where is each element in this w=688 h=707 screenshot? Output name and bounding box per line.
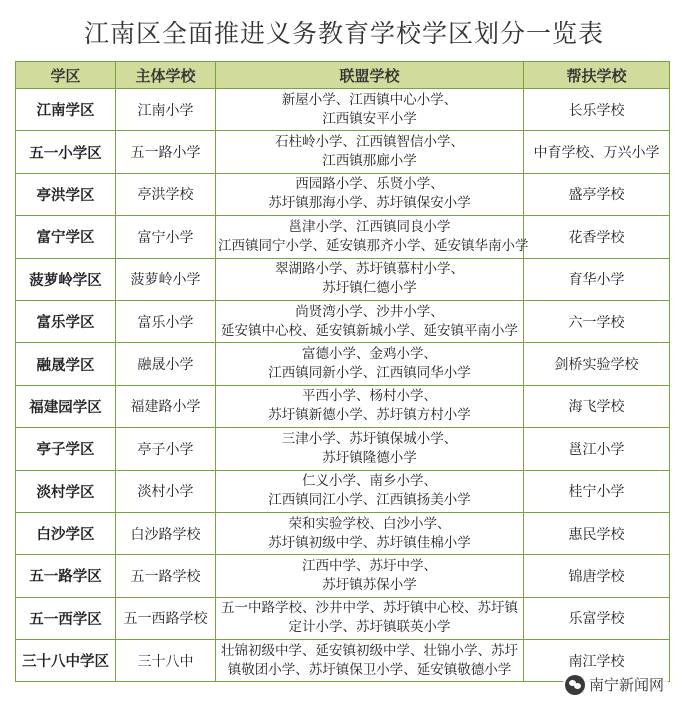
allied-schools-line: 苏圩镇仁德小学 xyxy=(322,280,417,297)
allied-schools-cell xyxy=(216,470,524,512)
main-school-cell: 五一路小学 xyxy=(116,131,216,173)
allied-schools-cell xyxy=(216,300,524,342)
table-row xyxy=(16,555,670,597)
table-row xyxy=(16,216,670,258)
allied-schools-cell xyxy=(216,216,529,258)
wechat-icon xyxy=(565,675,585,695)
allied-schools-cell xyxy=(216,512,524,554)
table-body xyxy=(16,89,670,682)
table-row xyxy=(16,385,670,427)
main-school-cell: 福建路小学 xyxy=(116,385,216,427)
main-school-cell: 富宁小学 xyxy=(116,216,216,258)
allied-schools-line: 延安镇中心校、延安镇新城小学、延安镇平南小学 xyxy=(221,322,518,339)
table-row xyxy=(16,343,670,385)
allied-schools-cell xyxy=(216,89,524,131)
allied-schools-line: 江西镇那廊小学 xyxy=(322,153,417,170)
allied-schools-line: 新屋小学、江西镇中心小学、 xyxy=(281,91,458,108)
district-name-cell: 五一西学区 xyxy=(16,597,116,639)
support-school-cell: 邕江小学 xyxy=(524,428,670,470)
main-school-cell: 三十八中 xyxy=(116,640,216,682)
support-school-cell: 南江学校 xyxy=(524,640,670,682)
district-name-cell: 淡村学区 xyxy=(16,470,116,512)
main-school-cell: 亭子小学 xyxy=(116,428,216,470)
table-row xyxy=(16,470,670,512)
district-name-cell: 江南学区 xyxy=(16,89,116,131)
allied-schools-line: 苏圩镇那海小学、苏圩镇保安小学 xyxy=(268,195,471,212)
allied-schools-line: 五一中路学校、沙井中学、苏圩镇中心校、苏圩镇 xyxy=(221,600,518,617)
support-school-cell: 锦唐学校 xyxy=(524,555,670,597)
support-school-cell: 桂宁小学 xyxy=(524,470,670,512)
allied-schools-line: 苏圩镇新德小学、苏圩镇方村小学 xyxy=(268,407,471,424)
allied-schools-line: 定计小学、苏圩镇联英小学 xyxy=(288,619,451,636)
allied-schools-line: 富德小学、金鸡小学、 xyxy=(302,346,437,363)
table-row xyxy=(16,258,670,300)
table-header-row xyxy=(16,62,670,89)
allied-schools-cell xyxy=(216,343,524,385)
district-name-cell: 富乐学区 xyxy=(16,300,116,342)
allied-schools-line: 苏圩镇隆德小学 xyxy=(322,449,417,466)
allied-schools-cell xyxy=(216,640,524,682)
watermark xyxy=(563,672,668,697)
allied-schools-line: 江西镇同江小学、江西镇扬美小学 xyxy=(268,492,471,509)
main-school-cell: 菠萝岭小学 xyxy=(116,258,216,300)
main-school-cell: 江南小学 xyxy=(116,89,216,131)
allied-schools-line: 邕津小学、江西镇同良小学 xyxy=(288,218,451,235)
allied-schools-line: 仁义小学、南乡小学、 xyxy=(302,473,437,490)
allied-schools-cell xyxy=(216,597,524,639)
main-school-cell: 淡村小学 xyxy=(116,470,216,512)
support-school-cell: 中育学校、万兴小学 xyxy=(524,131,670,173)
allied-schools-line: 三津小学、苏圩镇保城小学、 xyxy=(281,430,458,447)
page-title: 江南区全面推进义务教育学校学区划分一览表 xyxy=(83,19,604,48)
main-school-cell: 富乐小学 xyxy=(116,300,216,342)
allied-schools-line: 石柱岭小学、江西镇智信小学、 xyxy=(275,134,464,151)
support-school-cell: 盛亭学校 xyxy=(524,173,670,215)
table-row xyxy=(16,597,670,639)
district-name-cell: 融晟学区 xyxy=(16,343,116,385)
allied-schools-line: 苏圩镇苏保小学 xyxy=(322,576,417,593)
allied-schools-line: 镇敬团小学、苏圩镇保卫小学、延安镇敬德小学 xyxy=(227,661,512,678)
allied-schools-cell xyxy=(216,131,524,173)
allied-schools-line: 翠湖路小学、苏圩镇慕村小学、 xyxy=(275,261,464,278)
support-school-cell: 育华小学 xyxy=(524,258,670,300)
district-name-cell: 五一路学区 xyxy=(16,555,116,597)
allied-schools-line: 江西镇同新小学、江西镇同华小学 xyxy=(268,365,471,382)
allied-schools-cell xyxy=(216,385,524,427)
district-name-cell: 菠萝岭学区 xyxy=(16,258,116,300)
allied-schools-line: 江西中学、苏圩中学、 xyxy=(302,557,437,574)
district-name-cell: 富宁学区 xyxy=(16,216,116,258)
table-row xyxy=(16,300,670,342)
support-school-cell: 剑桥实验学校 xyxy=(524,343,670,385)
header-support-school: 帮扶学校 xyxy=(524,62,670,89)
district-name-cell: 亭子学区 xyxy=(16,428,116,470)
header-allied-schools: 联盟学校 xyxy=(216,62,524,89)
allied-schools-cell xyxy=(216,258,524,300)
district-name-cell: 五一小学区 xyxy=(16,131,116,173)
table-row xyxy=(16,428,670,470)
table-row xyxy=(16,89,670,131)
table-row xyxy=(16,512,670,554)
allied-schools-line: 平西小学、杨村小学、 xyxy=(302,388,437,405)
support-school-cell: 惠民学校 xyxy=(524,512,670,554)
allied-schools-line: 江西镇同宁小学、延安镇那齐小学、延安镇华南小学 xyxy=(218,237,529,254)
support-school-cell: 海飞学校 xyxy=(524,385,670,427)
allied-schools-line: 西园路小学、乐贤小学、 xyxy=(295,176,444,193)
table-row xyxy=(16,173,670,215)
main-school-cell: 白沙路学校 xyxy=(116,512,216,554)
main-school-cell: 五一路学校 xyxy=(116,555,216,597)
district-name-cell: 亭洪学区 xyxy=(16,173,116,215)
district-name-cell: 福建园学区 xyxy=(16,385,116,427)
allied-schools-line: 荣和实验学校、白沙小学、 xyxy=(288,515,451,532)
main-school-cell: 亭洪学校 xyxy=(116,173,216,215)
allied-schools-cell xyxy=(216,555,524,597)
support-school-cell: 六一学校 xyxy=(524,300,670,342)
main-school-cell: 融晟小学 xyxy=(116,343,216,385)
table-row xyxy=(16,131,670,173)
support-school-cell: 长乐学校 xyxy=(524,89,670,131)
allied-schools-line: 尚贤湾小学、沙井小学、 xyxy=(295,303,444,320)
allied-schools-line: 苏圩镇初级中学、苏圩镇佳棉小学 xyxy=(268,534,471,551)
main-school-cell: 五一西路学校 xyxy=(116,597,216,639)
district-name-cell: 三十八中学区 xyxy=(16,640,116,682)
support-school-cell: 乐富学校 xyxy=(524,597,670,639)
district-name-cell: 白沙学区 xyxy=(16,512,116,554)
district-table xyxy=(15,61,670,682)
allied-schools-cell xyxy=(216,173,524,215)
allied-schools-line: 壮锦初级中学、延安镇初级中学、壮锦小学、苏圩 xyxy=(221,642,518,659)
allied-schools-line: 江西镇安平小学 xyxy=(322,110,417,127)
watermark-text: 南宁新闻网 xyxy=(588,676,664,694)
header-district: 学区 xyxy=(16,62,116,89)
support-school-cell: 花香学校 xyxy=(524,216,670,258)
header-main-school: 主体学校 xyxy=(116,62,216,89)
allied-schools-cell xyxy=(216,428,524,470)
